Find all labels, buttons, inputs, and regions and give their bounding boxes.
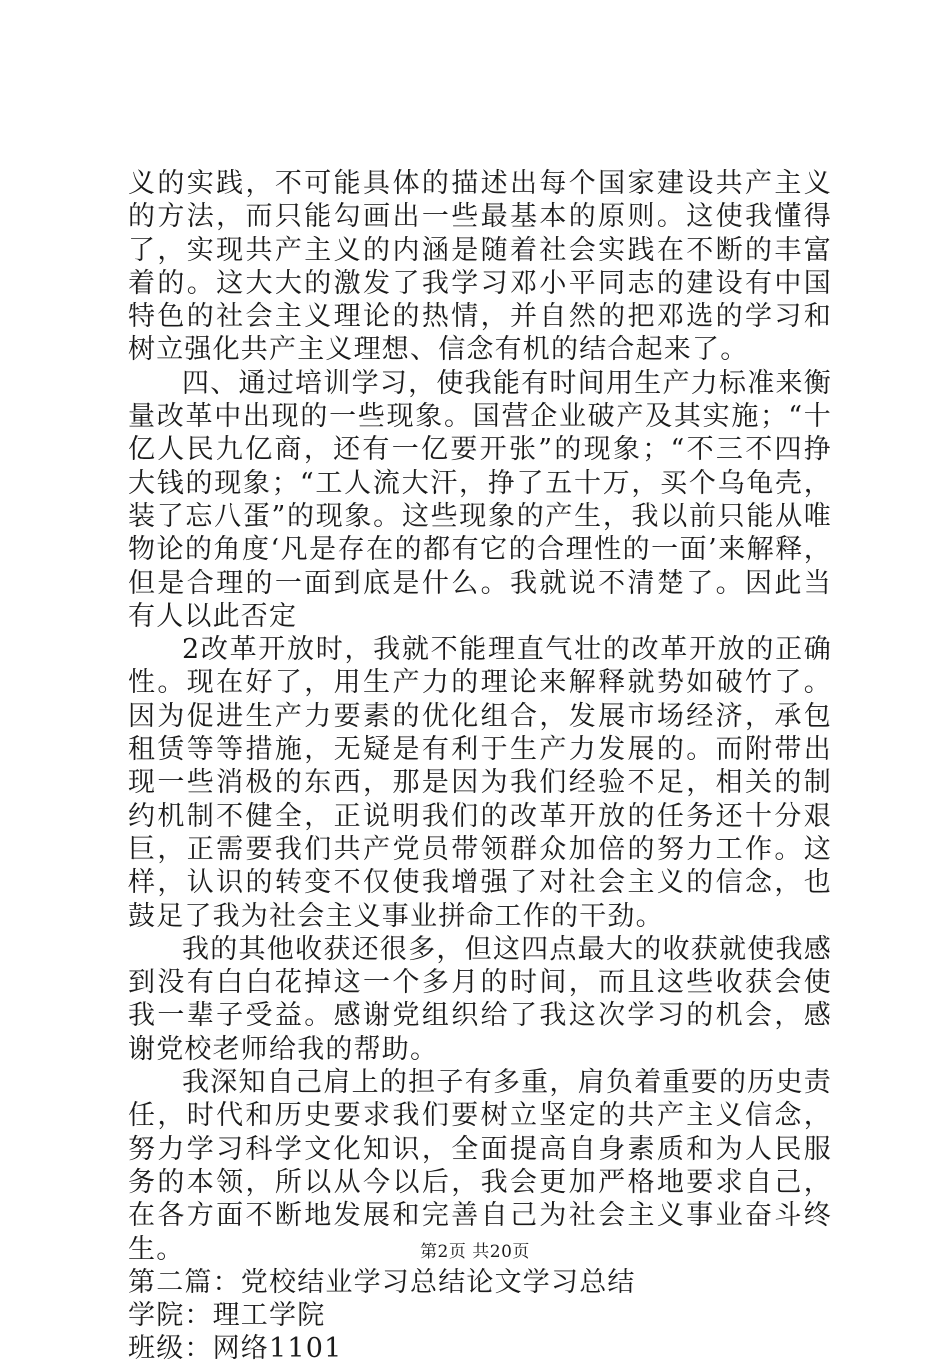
paragraph-continuation: 义的实践，不可能具体的描述出每个国家建设共产主义的方法，而只能勾画出一些最基本的原则。这使我懂得了，实现共产主义的内涵是随着社会实践在不断的丰富着的。这大大的激发了我学习邓小平同志的建设有中国特色的社会主义理论的热情，并自然的把邓选的学习和树立强化共产主义理想、信念有机的结合起来了。 [128, 168, 832, 366]
paragraph-reform: 2改革开放时，我就不能理直气壮的改革开放的正确性。现在好了，用生产力的理论来解释就势如破竹了。因为促进生产力要素的优化组合，发展市场经济，承包租赁等等措施，无疑是有利于生产力发展的。而附带出现一些消极的东西，那是因为我们经验不足，相关的制约机制不健全，正说明我们的改革开放的任务还十分艰巨，正需要我们共产党员带领群众加倍的努力工作。这样，认识的转变不仅使我增强了对社会主义的信念，也鼓足了我为社会主义事业拼命工作的干劲。 [128, 634, 832, 932]
college-line: 学院：理工学院 [128, 1300, 326, 1332]
paragraph-point-four: 四、通过培训学习，使我能有时间用生产力标准来衡量改革中出现的一些现象。国营企业破产及其实施；“十亿人民九亿商，还有一亿要开张”的现象；“不三不四挣大钱的现象；“工人流大汗，挣了五十万，买个乌龟壳，装了忘八蛋”的现象。这些现象的产生，我以前只能从唯物论的角度‘凡是存在的都有它的合理性的一面’来解释，但是合理的一面到底是什么。我就说不清楚了。因此当有人以此否定 [128, 367, 832, 632]
paragraph-responsibility: 我深知自己肩上的担子有多重，肩负着重要的历史责任，时代和历史要求我们要树立坚定的共产主义信念，努力学习科学文化知识，全面提高自身素质和为人民服务的本领，所以从今以后，我会更加严格地要求自己，在各方面不断地发展和完善自己为社会主义事业奋斗终生。 [128, 1067, 832, 1265]
page-number-footer: 第2页 共20页 [420, 1242, 530, 1262]
section-title: 第二篇：党校结业学习总结论文学习总结 [128, 1266, 636, 1298]
paragraph-other-gains: 我的其他收获还很多，但这四点最大的收获就使我感到没有白白花掉这一个多月的时间，而且这些收获会使我一辈子受益。感谢党组织给了我这次学习的机会，感谢党校老师给我的帮助。 [128, 933, 832, 1065]
document-body [128, 167, 832, 1366]
class-line: 班级：网络1101 [128, 1333, 343, 1365]
